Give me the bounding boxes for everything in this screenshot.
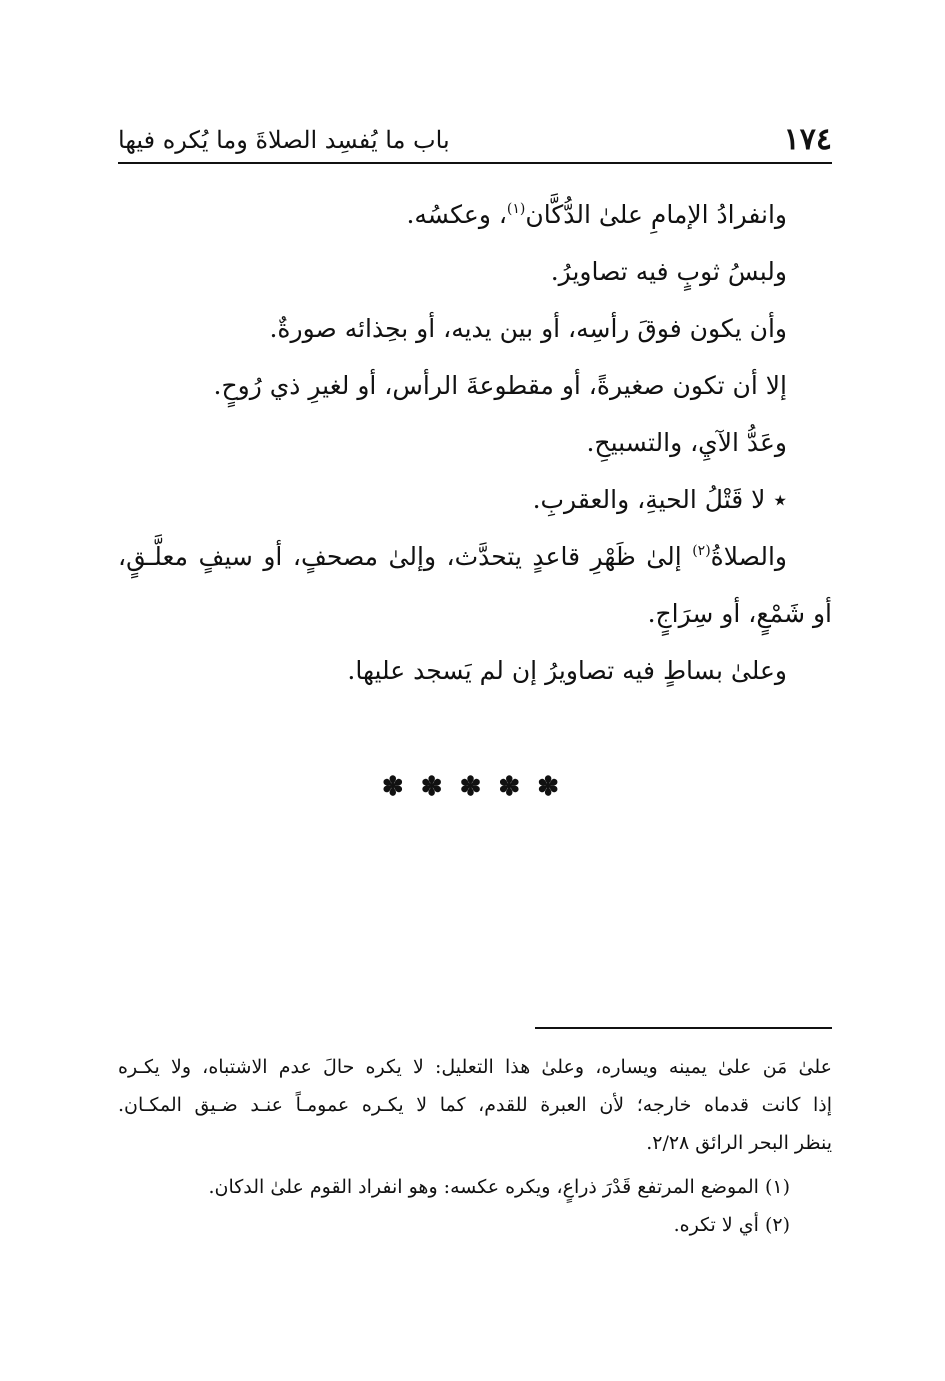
footnote-continuation-line: علىٰ مَن علىٰ يمينه ويساره، وعلىٰ هذا التعليل: لا يكره حالَ عدم الاشتباه، ولا يكـره (118, 1056, 832, 1078)
page-number: ١٧٤ (783, 122, 832, 157)
text-line: وانفرادُ الإمامِ علىٰ الدُّكَّان$^{(١)}$، وعكسُه. (406, 200, 787, 229)
footnote-1: (١) الموضع المرتفع قَدْرَ ذراعٍ، ويكره عكسه: وهو انفراد القوم علىٰ الدكان. (208, 1176, 790, 1198)
page-header (118, 118, 832, 162)
text-line: ٭ لا قَتْلُ الحيةِ، والعقربِ. (532, 485, 787, 514)
footnotes (118, 1048, 832, 1244)
text-line: ولبسُ ثوبٍ فيه تصاويرُ. (550, 257, 787, 286)
text-line: والصلاةُ$^{(٢)}$ إلىٰ ظَهْرِ قاعدٍ يتحدَّث، وإلىٰ مصحفٍ، أو سيفٍ معلَّـقٍ، (118, 542, 787, 571)
main-text (118, 186, 832, 699)
footnote-continuation-line: إذا كانت قدماه خارجه؛ لأن العبرة للقدم، كما لا يكـره عمومـاً عنـد ضـيق المكـان. (118, 1094, 832, 1116)
running-title: باب ما يُفسِد الصلاةَ وما يُكره فيها (118, 126, 450, 154)
footnote-marker[interactable]: (٢) (692, 543, 711, 559)
footnote-marker[interactable]: (١) (506, 201, 526, 217)
footnote-2: (٢) أي لا تكره. (673, 1214, 790, 1236)
footnote-continuation-line: ينظر البحر الرائق ٢/٢٨. (646, 1132, 832, 1154)
text-line: وأن يكون فوقَ رأسِه، أو بين يديه، أو بحِذائه صورةٌ. (269, 314, 787, 343)
text-line: وعَدُّ الآيِ، والتسبيحِ. (586, 428, 787, 457)
text-line: إلا أن تكون صغيرةً، أو مقطوعةَ الرأس، أو لغيرِ ذي رُوحٍ. (213, 371, 787, 400)
text-line: وعلىٰ بساطٍ فيه تصاويرُ إن لم يَسجد عليها. (347, 656, 787, 685)
text-line: أو شَمْعٍ، أو سِرَاجٍ. (647, 599, 832, 628)
header-rule (118, 162, 832, 164)
footnote-rule (535, 1027, 832, 1029)
section-separator: ✽ ✽ ✽ ✽ ✽ (381, 772, 564, 802)
